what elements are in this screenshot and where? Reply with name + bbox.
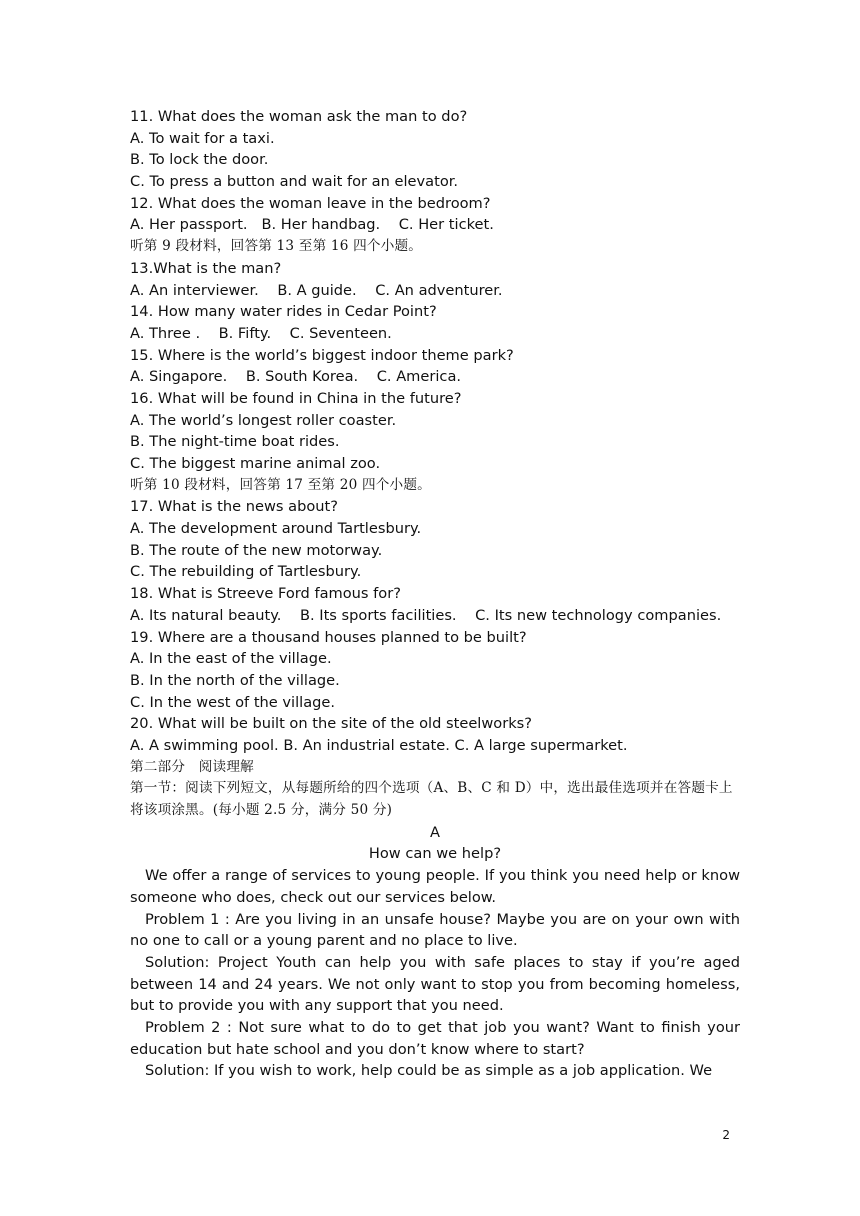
option-line: A. Her passport. B. Her handbag. C. Her ticket. — [130, 216, 494, 234]
option-line: B. The night-time boat rides. — [130, 433, 340, 451]
option-line: A. The world’s longest roller coaster. — [130, 411, 397, 429]
option-line: B. In the north of the village. — [130, 671, 340, 689]
question-13: 13.What is the man? — [130, 259, 282, 277]
question-20: 20. What will be built on the site of the old steelworks? — [130, 715, 533, 733]
passage-paragraph: Problem 2 : Not sure what to do to get that job you want? Want to finish your education but hate school and you don’t know where to start? — [130, 1019, 740, 1058]
section-instruction: 听第 9 段材料，回答第 13 至第 16 四个小题。 — [130, 238, 423, 255]
passage-paragraph: Problem 1 : Are you living in an unsafe house? Maybe you are on your own with no one to call or a young parent and no place to live. — [130, 910, 740, 950]
option-line: A. Singapore. B. South Korea. C. America. — [130, 368, 462, 386]
passage-paragraph: Solution: If you wish to work, help could be as simple as a job application. We — [145, 1062, 713, 1080]
option-line: C. To press a button and wait for an elevator. — [130, 173, 459, 191]
option-line: B. The route of the new motorway. — [130, 541, 383, 559]
question-18: 18. What is Streeve Ford famous for? — [130, 585, 401, 603]
option-line: A. An interviewer. B. A guide. C. An adventurer. — [130, 281, 503, 299]
passage-label: A — [430, 823, 440, 841]
option-line: B. To lock the door. — [130, 151, 269, 169]
page-number: 2 — [722, 1128, 730, 1142]
option-line: C. The rebuilding of Tartlesbury. — [130, 563, 362, 581]
option-line: A. Its natural beauty. B. Its sports facilities. C. Its new technology companies. — [130, 606, 722, 624]
question-17: 17. What is the news about? — [130, 498, 338, 516]
option-line: A. Three . B. Fifty. C. Seventeen. — [130, 324, 392, 342]
question-12: 12. What does the woman leave in the bedroom? — [130, 194, 491, 212]
question-14: 14. How many water rides in Cedar Point? — [130, 303, 437, 321]
part-heading: 第二部分 阅读理解 — [130, 758, 254, 775]
option-line: A. A swimming pool. B. An industrial estate. C. A large supermarket. — [130, 736, 628, 754]
section-instruction: 听第 10 段材料，回答第 17 至第 20 四个小题。 — [130, 476, 431, 493]
question-15: 15. Where is the world’s biggest indoor theme park? — [130, 346, 514, 364]
passage-paragraph: We offer a range of services to young people. If you think you need help or know someone who does, check out our services below. — [130, 867, 740, 906]
option-line: A. The development around Tartlesbury. — [130, 520, 422, 538]
passage-title: How can we help? — [368, 845, 502, 863]
option-line: A. In the east of the village. — [130, 650, 332, 668]
question-16: 16. What will be found in China in the future? — [130, 389, 462, 407]
question-11: 11. What does the woman ask the man to do? — [130, 108, 468, 125]
document-body — [130, 106, 740, 1082]
option-line: C. The biggest marine animal zoo. — [130, 455, 381, 472]
option-line: A. To wait for a taxi. — [130, 129, 275, 147]
question-19: 19. Where are a thousand houses planned to be built? — [130, 628, 527, 646]
option-line: C. In the west of the village. — [130, 693, 336, 711]
passage-paragraph: Solution: Project Youth can help you with safe places to stay if you’re aged between 14 and 24 years. We not only want to stop you from becoming homeless, but to provide you with any support that you need. — [130, 953, 740, 1015]
part-instruction: 第一节：阅读下列短文，从每题所给的四个选项（A、B、C 和 D）中，选出最佳选项并在答题卡上将该项涂黑。(每小题 2.5 分，满分 50 分) — [130, 780, 733, 819]
